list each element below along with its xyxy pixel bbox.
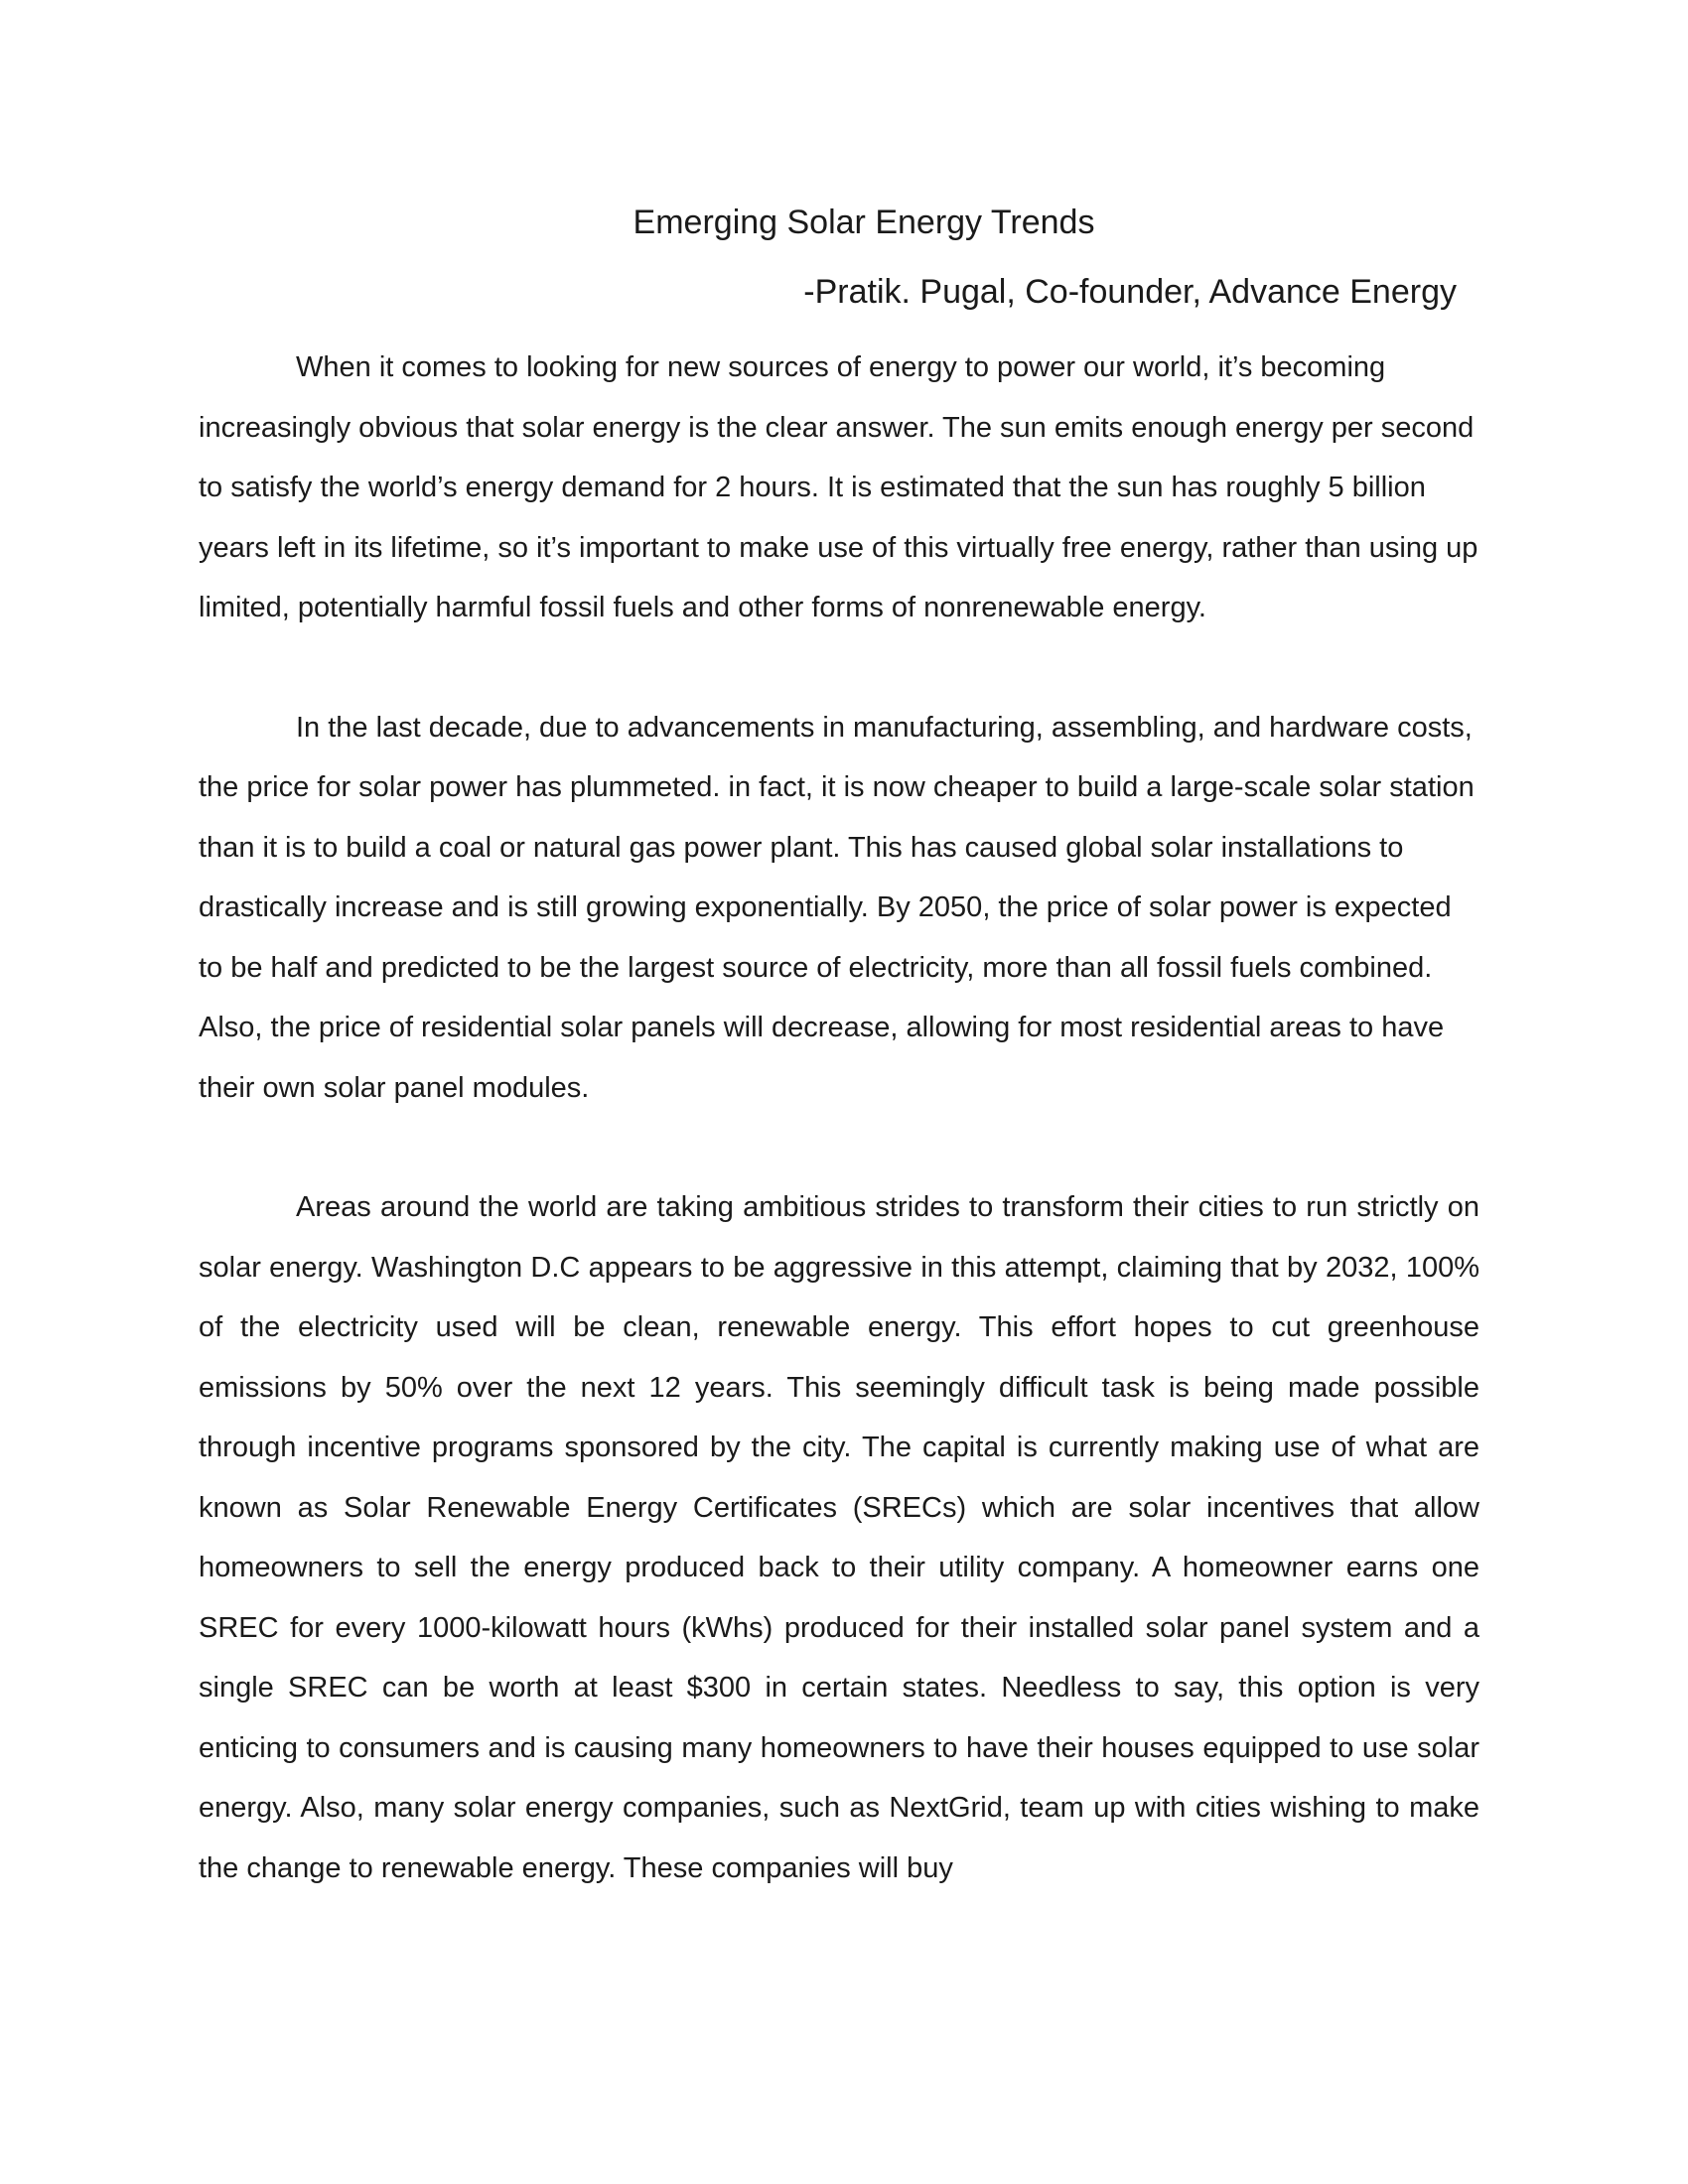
document-body — [199, 338, 1479, 1898]
author-byline: -Pratik. Pugal, Co-founder, Advance Energy — [803, 273, 1457, 311]
document-title: Emerging Solar Energy Trends — [633, 204, 1095, 241]
paragraph-intro: When it comes to looking for new sources of energy to power our world, it’s becoming increasingly obvious that solar energy is the clear answer. The sun emits enough energy per second to satisfy the world’s energy demand for 2 hours. It is estimated that the sun has roughly 5 billion years left in its lifetime, so it’s important to make use of this virtually free energy, rather than using up limited, potentially harmful fossil fuels and other forms of nonrenewable energy. — [199, 351, 1478, 623]
paragraph-price-decline: In the last decade, due to advancements in manufacturing, assembling, and hardware costs, the price for solar power has plummeted. in fact, it is now cheaper to build a large-scale solar station than it is to build a coal or natural gas power plant. This has caused global solar installations to drastically increase and is still growing exponentially. By 2050, the price of solar power is expected to be half and predicted to be the largest source of electricity, more than all fossil fuels combined. Also, the price of residential solar panels will decrease, allowing for most residential areas to have their own solar panel modules. — [199, 711, 1475, 1104]
paragraph-city-initiatives: Areas around the world are taking ambitious strides to transform their cities to run strictly on solar energy. Washington D.C appears to be aggressive in this attempt, claiming that by 2032, 100% of the electricity used will be clean, renewable energy. This effort hopes to cut greenhouse emissions by 50% over the next 12 years. This seemingly difficult task is being made possible through incentive programs sponsored by the city. The capital is currently making use of what are known as Solar Renewable Energy Certificates (SRECs) which are solar incentives that allow homeowners to sell the energy produced back to their utility company. A homeowner earns one SREC for every 1000-kilowatt hours (kWhs) produced for their installed solar panel system and a single SREC can be worth at least $300 in certain states. Needless to say, this option is very enticing to consumers and is causing many homeowners to have their houses equipped to use solar energy. Also, many solar energy companies, such as NextGrid, team up with cities wishing to make the change to renewable energy. These companies will buy — [199, 1191, 1479, 1884]
